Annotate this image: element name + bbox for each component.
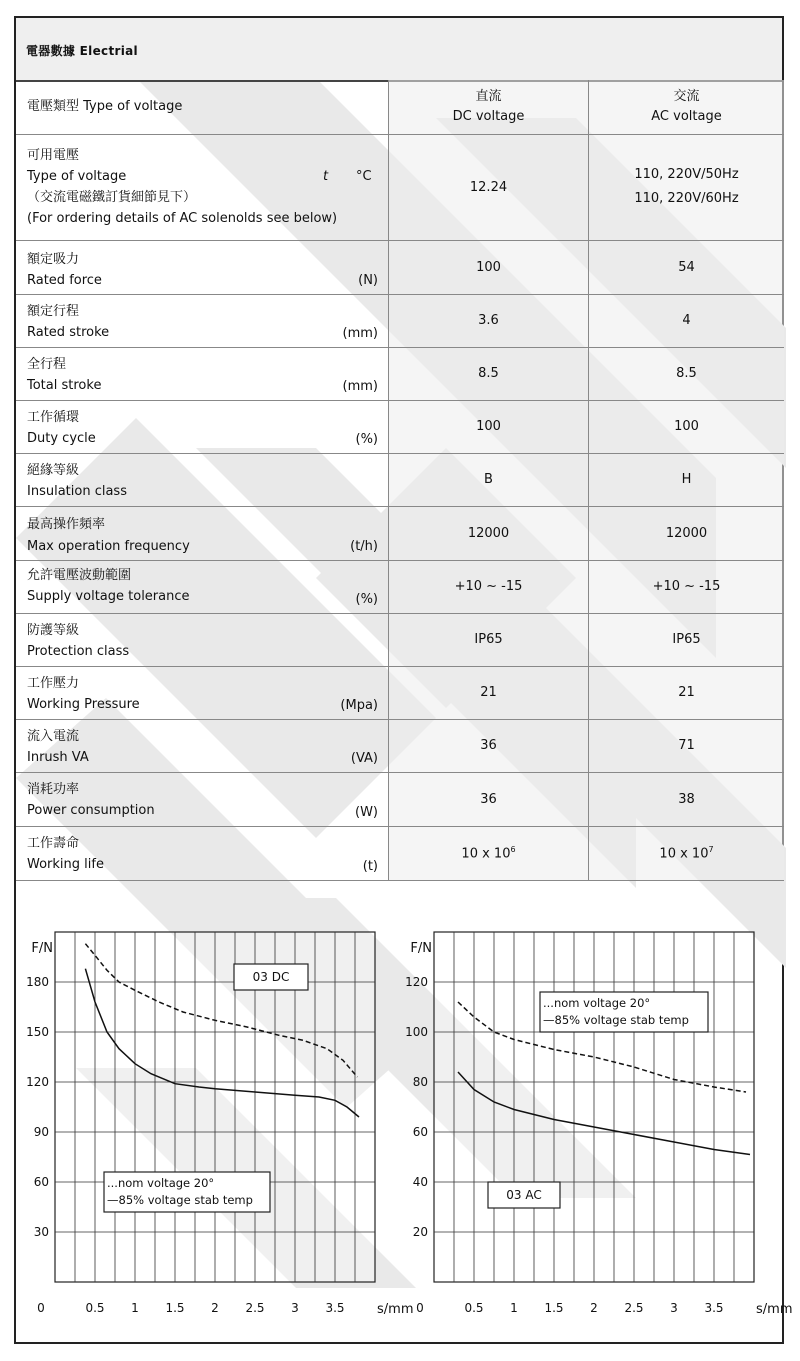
- x-tick-label: 3: [291, 1301, 299, 1315]
- x-tick-label: 2: [211, 1301, 219, 1315]
- row-dc-value: IP65: [389, 613, 589, 666]
- row-label-zh: 允許電壓波動範圍: [27, 567, 132, 583]
- row-label-en: Total stroke: [27, 377, 102, 393]
- dc-head-zh: 直流: [475, 88, 502, 104]
- row-label-en: Working Pressure: [27, 696, 140, 712]
- voltage-dc-value: 12.24: [389, 134, 589, 240]
- table-row: [16, 772, 784, 826]
- row-label-zh: 最高操作頻率: [27, 516, 106, 532]
- row-label-en: Working life: [27, 856, 104, 872]
- row-label-en: Rated force: [27, 272, 102, 288]
- x-tick-label: 3.5: [325, 1301, 345, 1315]
- row-dc-value: 36: [389, 772, 589, 826]
- table-row: [16, 240, 784, 294]
- ac-head-cell: [589, 80, 785, 134]
- spec-table: [16, 80, 784, 881]
- row-dc-value: 8.5: [389, 347, 589, 400]
- table-head-row: [16, 80, 784, 134]
- x-tick-label: 2.5: [624, 1301, 644, 1315]
- row-ac-value: 100: [589, 400, 785, 453]
- row-label-zh: 額定行程: [27, 303, 80, 319]
- y-tick-label: 90: [33, 1125, 49, 1139]
- row-unit: (%): [355, 431, 378, 447]
- x-tick-label: 3.5: [704, 1301, 724, 1315]
- x-tick-label: 1.5: [165, 1301, 185, 1315]
- legend-entry: ...nom voltage 20°: [107, 1176, 215, 1190]
- row-label-zh: 額定吸力: [27, 251, 80, 267]
- row-unit: (Mpa): [340, 697, 378, 713]
- ac-head-zh: 交流: [673, 88, 700, 104]
- life-ac-cell: [589, 826, 785, 880]
- row-unit: (%): [355, 591, 378, 607]
- table-row: [16, 560, 784, 613]
- x-tick-label: 0.5: [85, 1301, 105, 1315]
- x-tick-label: 1: [510, 1301, 518, 1315]
- head-label-cell: [16, 80, 389, 134]
- y-tick-label: 20: [412, 1225, 428, 1239]
- x-tick-label: 1.5: [544, 1301, 564, 1315]
- row-label-en: Supply voltage tolerance: [27, 588, 190, 604]
- row-ac-value: 54: [589, 240, 785, 294]
- working-life-row: [16, 826, 784, 880]
- voltage-row: [16, 134, 784, 240]
- row-label-zh: 消耗功率: [27, 781, 80, 797]
- chart-title: 03 AC: [506, 1188, 542, 1202]
- row-ac-value: 21: [589, 666, 785, 719]
- life-dc-base: 10 x 10: [461, 846, 511, 862]
- voltage-en: Type of voltage: [27, 168, 127, 184]
- dc-head-cell: [389, 80, 589, 134]
- chart-title: 03 DC: [252, 970, 290, 984]
- row-dc-value: 3.6: [389, 294, 589, 347]
- voltage-label-cell: [16, 134, 389, 240]
- y-tick-label: 120: [405, 975, 428, 989]
- row-ac-value: +10 ~ -15: [589, 560, 785, 613]
- y-tick-label: 100: [405, 1025, 428, 1039]
- datasheet-frame: [14, 16, 793, 1344]
- voltage-note-en: (For ordering details of AC solenolds see below): [27, 210, 338, 226]
- row-label-zh: 防護等級: [27, 622, 80, 638]
- voltage-zh: 可用電壓: [27, 147, 80, 163]
- row-dc-value: +10 ~ -15: [389, 560, 589, 613]
- table-row: [16, 613, 784, 666]
- table-row: [16, 294, 784, 347]
- life-ac-base: 10 x 10: [659, 846, 709, 862]
- voltage-degree-mark: °C: [356, 168, 372, 184]
- x-tick-label: 3: [670, 1301, 678, 1315]
- x-axis-label: s/mm: [377, 1302, 414, 1317]
- row-unit: (VA): [350, 750, 378, 766]
- y-axis-label: F/N: [410, 941, 432, 956]
- voltage-ac-value-1: 110, 220V/50Hz: [634, 167, 739, 182]
- dc-force-chart: [26, 932, 413, 1317]
- section-header: [16, 18, 782, 82]
- x-tick-label: 2.5: [245, 1301, 265, 1315]
- row-dc-value: 100: [389, 400, 589, 453]
- row-unit: (mm): [342, 325, 378, 341]
- y-tick-label: 60: [33, 1175, 49, 1189]
- row-dc-value: 12000: [389, 506, 589, 560]
- row-label-en: Protection class: [27, 643, 130, 659]
- section-title: 電器數據 Electrial: [26, 44, 138, 58]
- y-tick-label: 40: [412, 1175, 428, 1189]
- y-axis-label: F/N: [31, 941, 53, 956]
- legend-entry: ...nom voltage 20°: [543, 996, 651, 1010]
- legend-entry: —85% voltage stab temp: [107, 1193, 253, 1207]
- row-label-zh: 絕緣等級: [27, 462, 80, 478]
- row-label-zh: 工作循環: [27, 409, 80, 425]
- y-tick-label: 80: [412, 1075, 428, 1089]
- y-tick-label: 60: [412, 1125, 428, 1139]
- ac-force-chart: [405, 932, 792, 1317]
- dc-head-en: DC voltage: [452, 108, 525, 124]
- ac-head-en: AC voltage: [651, 108, 722, 124]
- x-tick-label: 1: [131, 1301, 139, 1315]
- row-ac-value: 12000: [589, 506, 785, 560]
- voltage-note-zh: （交流電磁鐵訂貨細節見下）: [27, 189, 197, 205]
- table-row: [16, 400, 784, 453]
- row-unit: (W): [355, 804, 378, 820]
- table-row: [16, 347, 784, 400]
- row-dc-value: 21: [389, 666, 589, 719]
- force-stroke-charts: [16, 886, 793, 1342]
- life-dc-cell: [389, 826, 589, 880]
- legend-entry: —85% voltage stab temp: [543, 1013, 689, 1027]
- row-label-en: Max operation frequency: [27, 538, 190, 554]
- row-label-en: Duty cycle: [27, 430, 96, 446]
- table-row: [16, 719, 784, 772]
- row-ac-value: 38: [589, 772, 785, 826]
- life-dc-exponent: 6: [510, 844, 516, 854]
- row-ac-value: H: [589, 453, 785, 506]
- y-tick-label: 150: [26, 1025, 49, 1039]
- row-ac-value: 71: [589, 719, 785, 772]
- row-label-en: Rated stroke: [27, 324, 110, 340]
- x-tick-label: 0: [416, 1301, 424, 1315]
- row-label-zh: 流入電流: [27, 728, 80, 744]
- x-tick-label: 0: [37, 1301, 45, 1315]
- voltage-ac-value-2: 110, 220V/60Hz: [634, 191, 739, 206]
- row-label-en: Insulation class: [27, 483, 127, 499]
- row-ac-value: 4: [589, 294, 785, 347]
- life-ac-exponent: 7: [708, 844, 714, 854]
- table-row: [16, 506, 784, 560]
- row-ac-value: IP65: [589, 613, 785, 666]
- voltage-t-mark: t: [323, 168, 329, 184]
- y-tick-label: 30: [33, 1225, 49, 1239]
- voltage-type-header: 電壓類型 Type of voltage: [27, 99, 183, 114]
- row-label-zh: 工作壓力: [27, 675, 80, 691]
- table-row: [16, 666, 784, 719]
- row-unit: (mm): [342, 378, 378, 394]
- voltage-ac-cell: [589, 134, 785, 240]
- y-tick-label: 180: [26, 975, 49, 989]
- row-dc-value: 36: [389, 719, 589, 772]
- row-dc-value: 100: [389, 240, 589, 294]
- row-unit: (N): [358, 272, 378, 288]
- x-axis-label: s/mm: [756, 1302, 793, 1317]
- row-dc-value: B: [389, 453, 589, 506]
- row-label-en: Power consumption: [27, 802, 155, 818]
- row-unit: (t): [362, 858, 378, 874]
- y-tick-label: 120: [26, 1075, 49, 1089]
- x-tick-label: 0.5: [464, 1301, 484, 1315]
- row-label-zh: 全行程: [27, 356, 67, 372]
- row-ac-value: 8.5: [589, 347, 785, 400]
- x-tick-label: 2: [590, 1301, 598, 1315]
- row-label-en: Inrush VA: [27, 749, 89, 765]
- table-row: [16, 453, 784, 506]
- row-unit: (t/h): [350, 538, 378, 554]
- row-label-zh: 工作壽命: [27, 835, 80, 851]
